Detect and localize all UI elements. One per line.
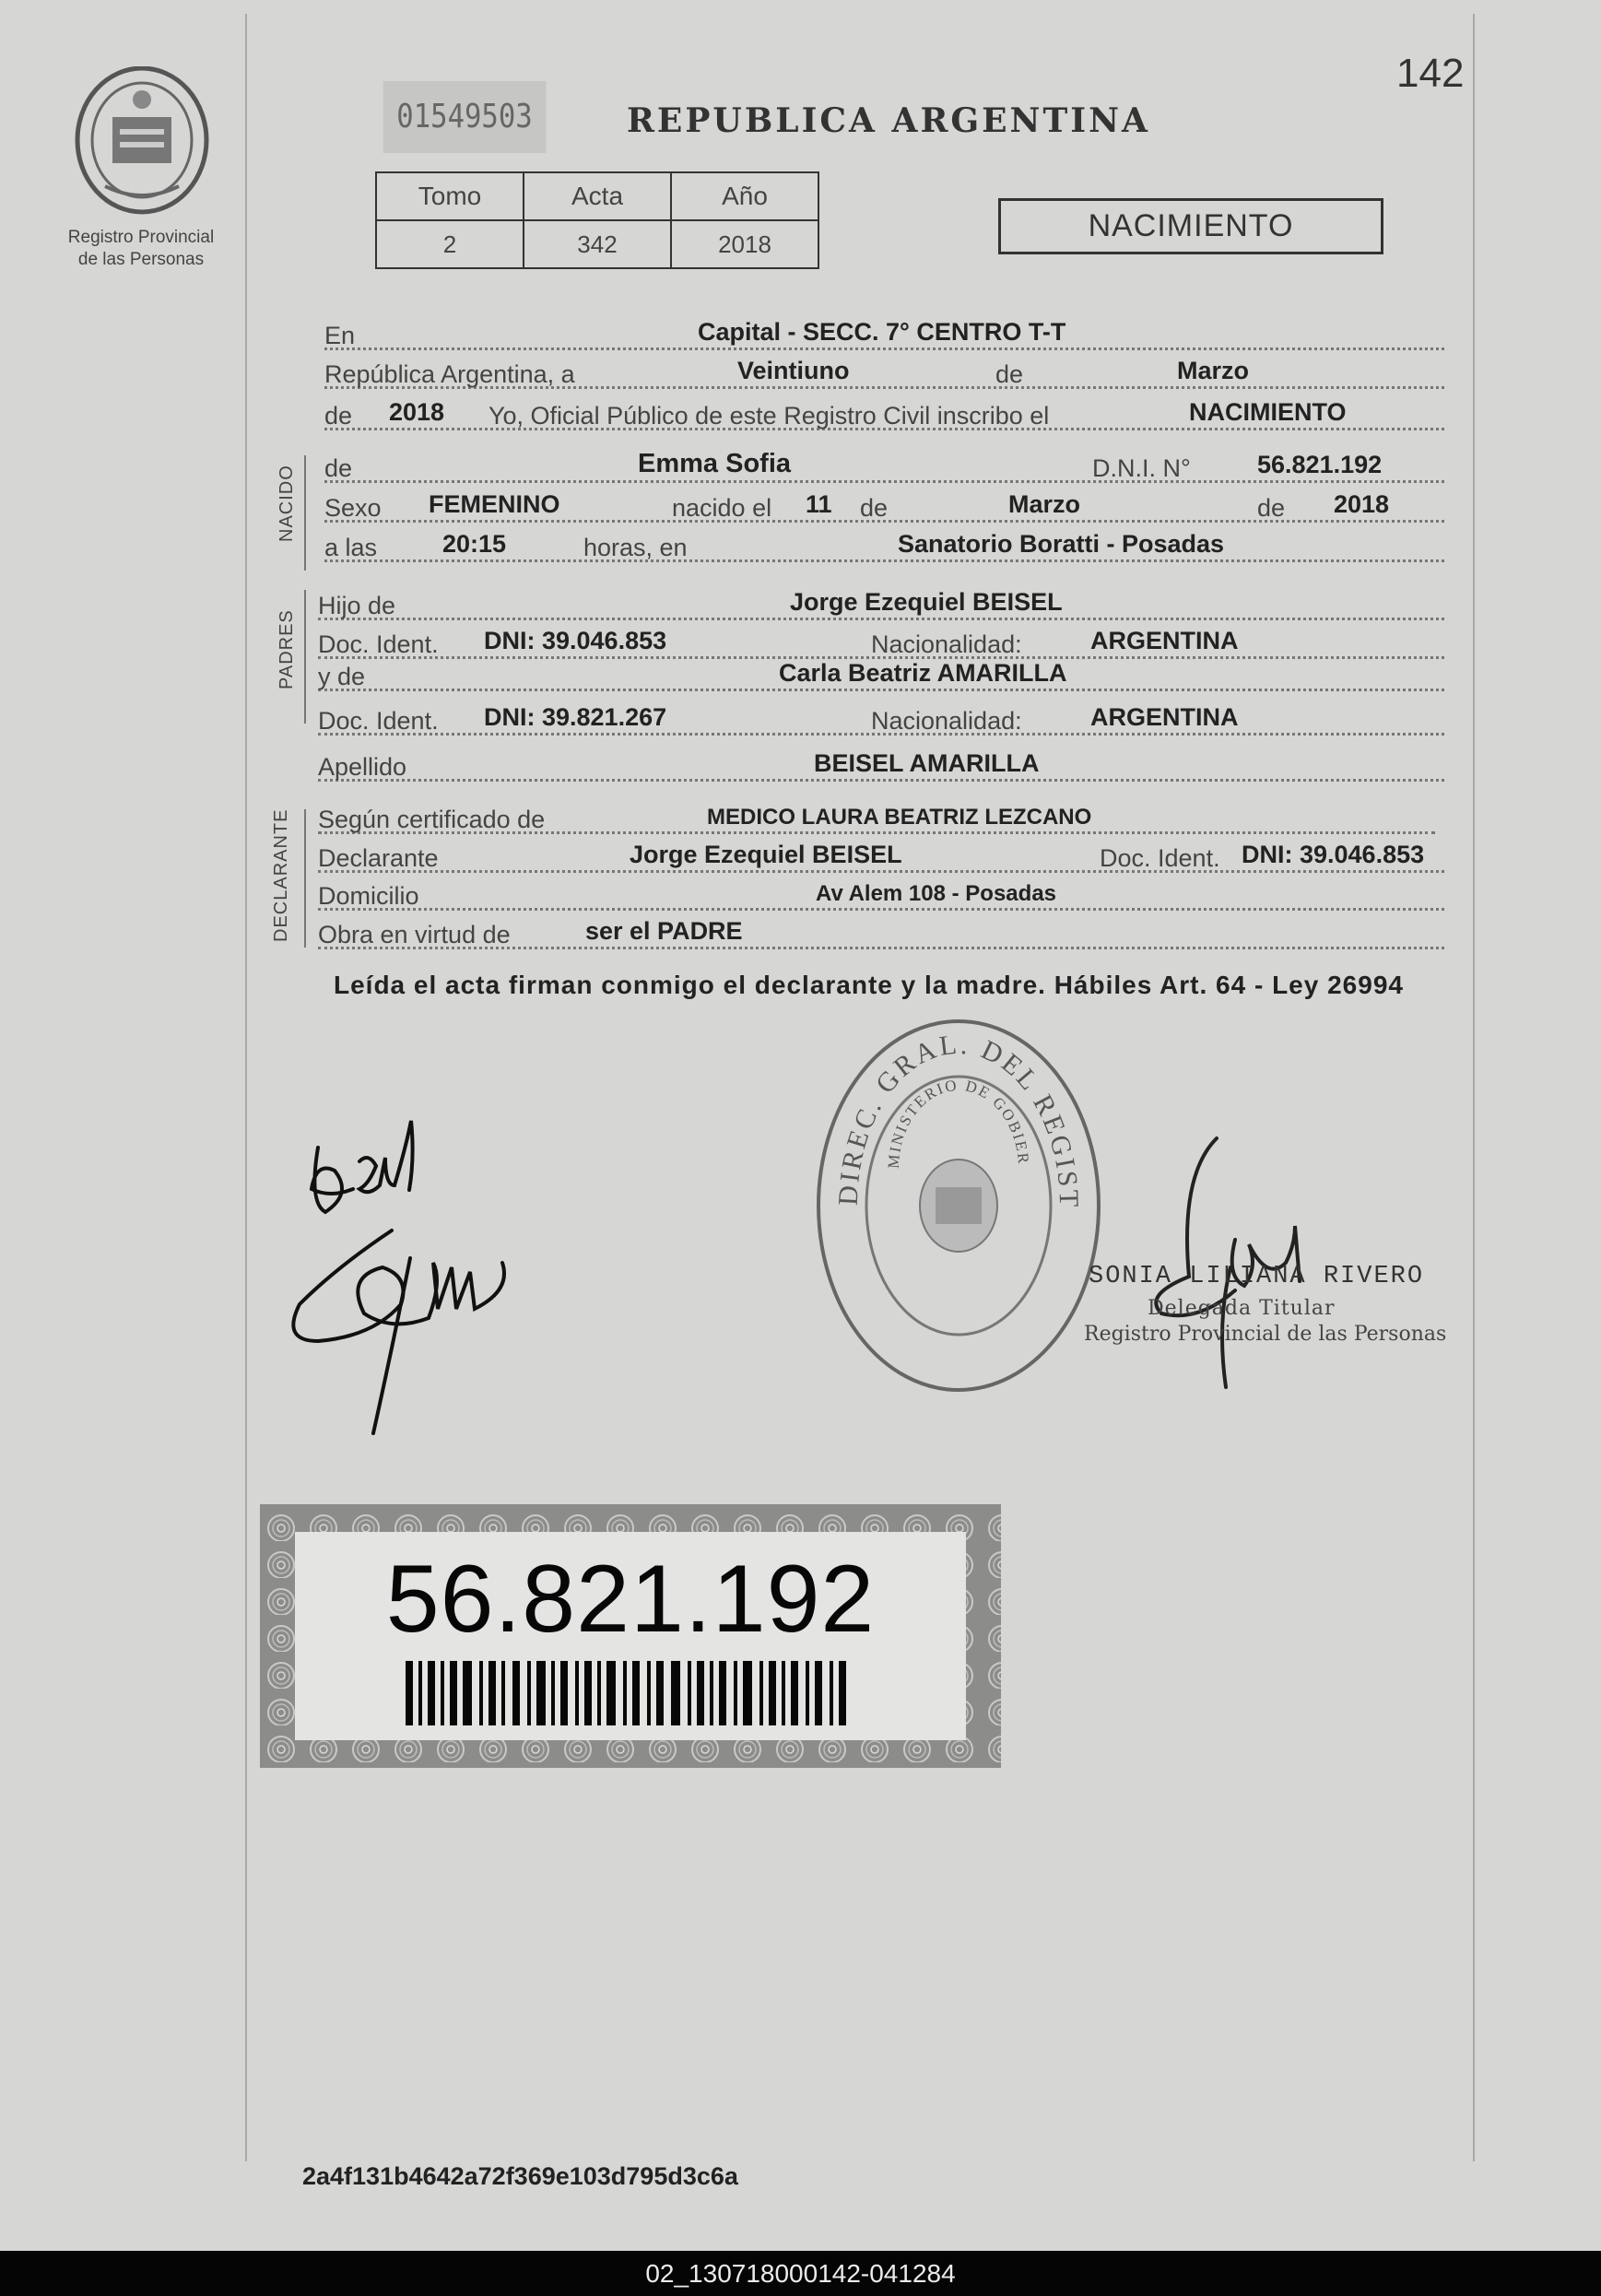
book-table-value-row bbox=[376, 220, 818, 268]
footer-filename: 02_130718000142-041284 bbox=[0, 2251, 1601, 2296]
line-mother bbox=[318, 659, 1444, 695]
registration-year: 2018 bbox=[389, 398, 445, 426]
registration-event: NACIMIENTO bbox=[1189, 398, 1347, 426]
line-declarant bbox=[318, 841, 1444, 877]
legal-text: Leída el acta firman conmigo el declarante y la madre. Hábiles Art. 64 - Ley 26994 bbox=[334, 971, 1404, 999]
book-table-ano-value: 2018 bbox=[671, 220, 818, 268]
line-surname bbox=[318, 749, 1444, 785]
book-table-header-tomo: Tomo bbox=[376, 172, 524, 220]
label-de-child: de bbox=[324, 454, 353, 482]
side-bar-nacido bbox=[304, 455, 306, 571]
birth-year: 2018 bbox=[1334, 490, 1390, 518]
label-obra-en-virtud: Obra en virtud de bbox=[318, 921, 511, 948]
side-label-nacido: NACIDO bbox=[277, 465, 297, 542]
registry-seal-stamp-icon bbox=[802, 1012, 1115, 1404]
birth-month: Marzo bbox=[1008, 490, 1081, 518]
officer-office: Registro Provincial de las Personas bbox=[1084, 1323, 1447, 1346]
dotted-rule bbox=[324, 480, 1444, 483]
mother-name: Carla Beatriz AMARILLA bbox=[779, 659, 1067, 687]
label-de-year: de bbox=[324, 402, 353, 430]
dotted-rule bbox=[324, 347, 1444, 350]
seal-outer-text: DIREC. GRAL. DEL REGIST bbox=[832, 1029, 1085, 1210]
serial-number: 01549503 bbox=[383, 81, 547, 153]
label-nationality-mother: Nacionalidad: bbox=[871, 707, 1022, 735]
line-child-name bbox=[324, 449, 1444, 487]
father-nationality: ARGENTINA bbox=[1090, 627, 1239, 654]
label-segun-certificado: Según certificado de bbox=[318, 806, 546, 833]
label-hijo-de: Hijo de bbox=[318, 592, 396, 619]
mother-doc: DNI: 39.821.267 bbox=[484, 703, 667, 731]
book-table-acta-value: 342 bbox=[524, 220, 671, 268]
birth-day: 11 bbox=[806, 490, 832, 518]
line-child-time-place bbox=[324, 530, 1444, 566]
book-table-header-acta: Acta bbox=[524, 172, 671, 220]
provincial-seal-icon bbox=[68, 66, 216, 228]
child-name: Emma Sofia bbox=[638, 449, 791, 478]
label-domicilio: Domicilio bbox=[318, 882, 419, 910]
label-doc-ident-father: Doc. Ident. bbox=[318, 630, 439, 658]
line-father-doc bbox=[318, 627, 1444, 663]
registration-month: Marzo bbox=[1177, 357, 1250, 384]
dotted-rule bbox=[318, 908, 1444, 911]
birth-place: Sanatorio Boratti - Posadas bbox=[898, 530, 1225, 558]
side-label-padres: PADRES bbox=[277, 609, 297, 689]
declarant-name: Jorge Ezequiel BEISEL bbox=[630, 841, 902, 868]
document-hash: 2a4f131b4642a72f369e103d795d3c6a bbox=[302, 2162, 738, 2190]
side-bar-padres bbox=[304, 590, 306, 724]
registry-place: Capital - SECC. 7° CENTRO T-T bbox=[698, 318, 1066, 346]
logo-caption-line-2: de las Personas bbox=[77, 250, 205, 269]
line-certificate bbox=[318, 807, 1435, 838]
dni-sticker bbox=[260, 1504, 1001, 1768]
label-doc-ident-mother: Doc. Ident. bbox=[318, 707, 439, 735]
book-table-tomo-value: 2 bbox=[376, 220, 524, 268]
logo-caption bbox=[44, 227, 238, 271]
domicile: Av Alem 108 - Posadas bbox=[816, 881, 1057, 906]
label-y-de: y de bbox=[318, 663, 366, 690]
line-father bbox=[318, 588, 1444, 624]
page-number: 142 bbox=[1396, 51, 1465, 96]
left-margin-line bbox=[245, 14, 247, 2161]
label-nacido-el: nacido el bbox=[672, 494, 772, 522]
label-de-birth-year: de bbox=[1257, 494, 1286, 522]
sticker-panel bbox=[295, 1532, 966, 1740]
dotted-rule bbox=[318, 870, 1444, 873]
father-name: Jorge Ezequiel BEISEL bbox=[790, 588, 1063, 616]
statement-text: Yo, Oficial Público de este Registro Civil inscribo el bbox=[489, 402, 1050, 430]
line-statement bbox=[324, 398, 1444, 434]
dotted-rule bbox=[318, 779, 1444, 782]
acts-as: ser el PADRE bbox=[585, 917, 743, 945]
book-table-header-row bbox=[376, 172, 818, 220]
mother-nationality: ARGENTINA bbox=[1090, 703, 1239, 731]
line-domicile bbox=[318, 883, 1444, 914]
dotted-rule bbox=[324, 559, 1444, 562]
barcode-icon bbox=[406, 1661, 848, 1725]
dotted-rule bbox=[318, 618, 1444, 620]
label-sexo: Sexo bbox=[324, 494, 382, 522]
line-acts-as bbox=[318, 917, 1444, 953]
right-margin-line bbox=[1473, 14, 1475, 2161]
side-label-declarante: DECLARANTE bbox=[271, 808, 291, 942]
declarant-doc: DNI: 39.046.853 bbox=[1242, 841, 1425, 868]
logo-caption-line-1: Registro Provincial bbox=[67, 228, 215, 247]
line-place bbox=[324, 318, 1444, 354]
label-a-las: a las bbox=[324, 534, 378, 561]
line-child-birth bbox=[324, 490, 1444, 526]
label-apellido: Apellido bbox=[318, 753, 407, 781]
officer-title: Delegada Titular bbox=[1148, 1297, 1336, 1320]
certificate-by: MEDICO LAURA BEATRIZ LEZCANO bbox=[707, 805, 1092, 830]
label-republic: República Argentina, a bbox=[324, 360, 575, 388]
declarant-signature-icon bbox=[272, 1111, 548, 1447]
birth-time: 20:15 bbox=[442, 530, 507, 558]
line-mother-doc bbox=[318, 703, 1444, 739]
registration-day: Veintiuno bbox=[737, 357, 850, 384]
line-date bbox=[324, 357, 1444, 393]
event-type-box: NACIMIENTO bbox=[998, 198, 1383, 254]
label-de-month: de bbox=[860, 494, 889, 522]
officer-name: SONIA LILIANA RIVERO bbox=[1089, 1263, 1425, 1290]
country-title: REPUBLICA ARGENTINA bbox=[627, 101, 1150, 140]
book-table bbox=[375, 171, 819, 269]
surname: BEISEL AMARILLA bbox=[814, 749, 1040, 777]
label-horas-en: horas, en bbox=[583, 534, 688, 561]
father-doc: DNI: 39.046.853 bbox=[484, 627, 667, 654]
side-bar-declarante bbox=[304, 809, 306, 948]
label-en: En bbox=[324, 322, 356, 349]
child-dni: 56.821.192 bbox=[1257, 451, 1383, 478]
label-de: de bbox=[995, 360, 1024, 388]
sticker-dni-number: 56.821.192 bbox=[385, 1546, 876, 1653]
seal-inner-text: MINISTERIO DE GOBIER bbox=[884, 1076, 1033, 1170]
label-doc-ident-declarant: Doc. Ident. bbox=[1100, 844, 1220, 872]
book-table-header-ano: Año bbox=[671, 172, 818, 220]
label-dni: D.N.I. N° bbox=[1092, 454, 1191, 482]
label-declarante: Declarante bbox=[318, 844, 439, 872]
child-sex: FEMENINO bbox=[429, 490, 560, 518]
label-nationality-father: Nacionalidad: bbox=[871, 630, 1022, 658]
dotted-rule bbox=[318, 689, 1444, 691]
